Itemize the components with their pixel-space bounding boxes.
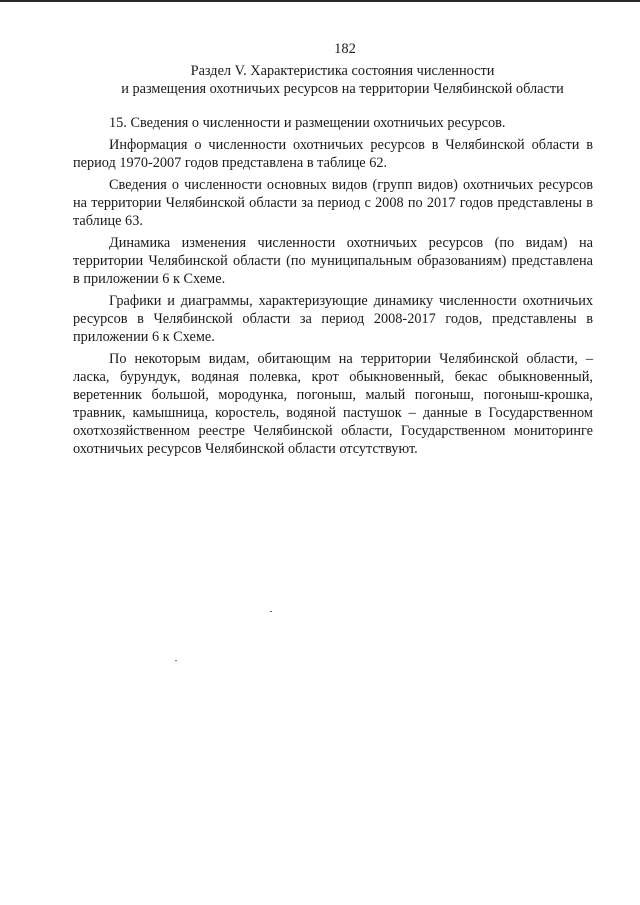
section-title-line-2: и размещения охотничьих ресурсов на территории Челябинской области [121, 81, 564, 97]
paragraph: Графики и диаграммы, характеризующие динамику численности охотничьих ресурсов в Челябинской области за период 2008-2017 годов, представлены в приложении 6 к Схеме. [73, 293, 593, 345]
scan-speck [175, 660, 177, 661]
paragraph: Информация о численности охотничьих ресурсов в Челябинской области в период 1970-2007 годов представлена в таблице 62. [73, 137, 593, 171]
section-title [40, 62, 640, 98]
page-number: 182 [334, 41, 356, 57]
paragraph: По некоторым видам, обитающим на территории Челябинской области, – ласка, бурундук, водяная полевка, крот обыкновенный, бекас обыкновенный, веретенник большой, мородунка, погоныш, малый погоныш, погоныш-крошка, травник, камышница, коростель, водяной пастушок – данные в Государственном охотхозяйственном реестре Челябинской области, Государственном мониторинге охотничьих ресурсов Челябинской области отсутствуют. [73, 351, 593, 457]
section-title-line-1: Раздел V. Характеристика состояния численности [190, 63, 495, 79]
paragraph: Динамика изменения численности охотничьих ресурсов (по видам) на территории Челябинской области (по муниципальным образованиям) представлена в приложении 6 к Схеме. [73, 235, 593, 287]
paragraph-heading: 15. Сведения о численности и размещении охотничьих ресурсов. [109, 115, 506, 131]
document-body [73, 114, 593, 462]
page-top-edge [0, 0, 640, 2]
scan-speck [270, 611, 272, 612]
paragraph: Сведения о численности основных видов (групп видов) охотничьих ресурсов на территории Челябинской области за период с 2008 по 2017 годов представлены в таблице 63. [73, 177, 593, 229]
